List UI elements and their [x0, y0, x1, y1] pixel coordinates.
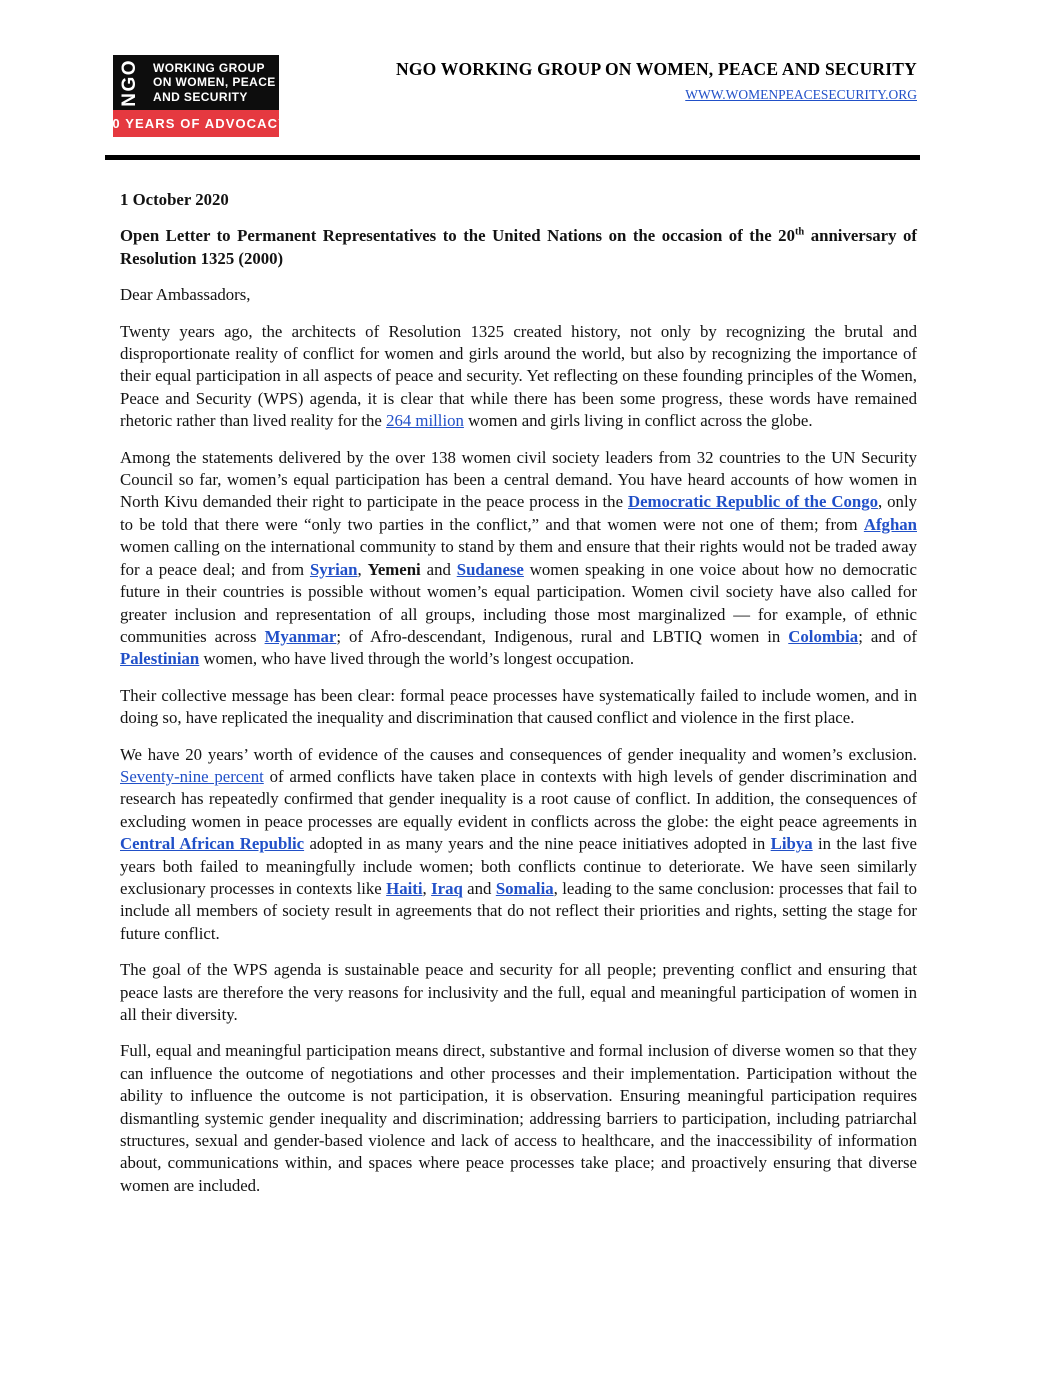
- text-run: ; and of: [858, 626, 917, 646]
- logo-ngo-vertical-text: NGO: [119, 58, 140, 107]
- text-run: Twenty years ago, the architects of Resolution 1325 created history, not only by recognizing the brutal and disproportionate reality of conflict for women and girls around the world, but also by recognizing the importance of their equal participation in all aspects of peace and security. Yet reflecting on these founding principles of the Women, Peace and Security (WPS) agenda, it is clear that while there has been some progress, these words have remained rhetoric rather than lived reality for the: [120, 321, 917, 431]
- text-run: women speaking in one voice about how no democratic future in their countries is possible without women’s equal participation. Women civil society have also called for greater inclusion and representation of all groups, including those most marginalized — for example, of ethnic communities across: [120, 559, 917, 646]
- text-run: Open Letter to Permanent Representatives to the United Nations on the occasion of the 20: [120, 226, 795, 246]
- header-right: [279, 55, 917, 104]
- website-link[interactable]: WWW.WOMENPEACESECURITY.ORG: [685, 87, 917, 102]
- link-somalia[interactable]: Somalia: [495, 878, 554, 898]
- logo-org-lines: [153, 61, 276, 105]
- link-sudanese[interactable]: Sudanese: [456, 559, 524, 579]
- letter-paragraph-6: [120, 1040, 917, 1197]
- link-afghan[interactable]: Afghan: [863, 514, 917, 534]
- link-syrian[interactable]: Syrian: [309, 559, 358, 579]
- logo-20-years-banner: 20 YEARS OF ADVOCACY: [113, 110, 279, 137]
- logo-line-3: AND SECURITY: [153, 89, 248, 104]
- link-central-african-republic[interactable]: Central African Republic: [120, 834, 305, 854]
- letter-paragraph-4: [120, 744, 917, 946]
- text-run: Their collective message has been clear: formal peace processes have systematically failed to include women, and in doing so, have replicated the inequality and discrimination that caused conflict and violence in the first place.: [120, 685, 917, 728]
- text-run: ; of Afro-descendant, Indigenous, rural and LBTIQ women in: [336, 626, 789, 646]
- logo-line-1: WORKING GROUP: [153, 60, 265, 75]
- text-run: women, who have lived through the world’s longest occupation.: [199, 649, 635, 669]
- superscript-text: th: [794, 226, 805, 238]
- letterhead: [104, 55, 917, 137]
- link-colombia[interactable]: Colombia: [788, 626, 859, 646]
- text-run: anniversary of Resolution 1325 (2000): [120, 226, 917, 268]
- link-264-million[interactable]: 264 million: [386, 411, 464, 431]
- document-page: [0, 55, 1038, 1197]
- text-run: in the last five years both failed to meaningfully include women; both conflicts continue to deteriorate. We have seen similarly exclusionary processes in contexts like: [120, 834, 917, 898]
- text-run: women and girls living in conflict across the globe.: [463, 411, 813, 431]
- text-run: ,: [422, 878, 432, 898]
- link-libya[interactable]: Libya: [770, 834, 813, 854]
- text-run: Among the statements delivered by the over 138 women civil society leaders from 32 countries to the UN Security Council so far, women’s equal participation has been a central demand. You have heard accounts of how women in North Kivu demanded their right to participate in the peace process in the: [120, 447, 917, 512]
- text-run: adopted in as many years and the nine peace initiatives adopted in: [304, 834, 771, 854]
- link-iraq[interactable]: Iraq: [431, 878, 463, 898]
- letter-paragraph-3: [120, 685, 917, 730]
- logo-line-2: ON WOMEN, PEACE: [153, 75, 276, 90]
- text-run: and: [420, 559, 457, 579]
- link-myanmar[interactable]: Myanmar: [264, 626, 337, 646]
- text-run: of armed conflicts have taken place in contexts with high levels of gender discrimination and research has repeatedly confirmed that gender inequality is a root cause of conflict. In addition, the consequences of excluding women in peace processes are equally evident in conflicts across the globe: the eight peace agreements in: [120, 766, 917, 831]
- link-palestinian[interactable]: Palestinian: [120, 649, 200, 669]
- text-run: The goal of the WPS agenda is sustainable peace and security for all people; preventing conflict and ensuring that peace lasts are therefore the very reasons for inclusivity and the full, equal and meaningful participation of women in all their diversity.: [120, 960, 917, 1024]
- text-run: , only to be told that there were “only two parties in the conflict,” and that women were not one of them; from: [120, 492, 917, 534]
- text-run: , leading to the same conclusion: processes that fail to include all members of society result in agreements that do not reflect their priorities and rights, setting the stage for future conflict.: [120, 878, 918, 943]
- link-democratic-republic-of-the-congo[interactable]: Democratic Republic of the Congo: [627, 492, 879, 512]
- text-run: women calling on the international community to stand by them and ensure that their rights would not be traded away for a peace deal; and from: [120, 537, 917, 579]
- letter-paragraph-2: [120, 447, 917, 671]
- link-haiti[interactable]: Haiti: [386, 878, 423, 898]
- letter-salutation: Dear Ambassadors,: [120, 285, 251, 305]
- text-run: and: [462, 878, 496, 898]
- letter-body: [120, 189, 917, 1197]
- logo-black-box: [113, 55, 279, 110]
- letter-paragraph-1: [120, 321, 917, 433]
- letter-subject: [120, 225, 917, 270]
- text-run: Yemeni: [367, 559, 421, 579]
- text-run: ,: [357, 559, 368, 579]
- text-run: Full, equal and meaningful participation means direct, substantive and formal inclusion of diverse women so that they can influence the outcome of negotiations and other processes and their implementation. Participation without the ability to influence the outcome is not participation, it is observation. Ensuring meaningful participation requires dismantling systemic gender inequality and discrimination; addressing barriers to participation, including patriarchal structures, sexual and gender-based violence and lack of access to healthcare, and the inaccessibility of information about, communications within, and spaces where peace processes take place; and proactively ensuring that diverse women are included.: [120, 1041, 917, 1195]
- org-name-header: NGO WORKING GROUP ON WOMEN, PEACE AND SECURITY: [396, 59, 917, 79]
- letter-paragraph-5: [120, 959, 917, 1026]
- ngo-wg-logo: [104, 55, 288, 137]
- text-run: We have 20 years’ worth of evidence of the causes and consequences of gender inequality and women’s exclusion.: [120, 744, 917, 764]
- link-seventy-nine-percent[interactable]: Seventy-nine percent: [120, 766, 264, 786]
- header-divider: [105, 155, 920, 160]
- letter-date: 1 October 2020: [120, 190, 229, 209]
